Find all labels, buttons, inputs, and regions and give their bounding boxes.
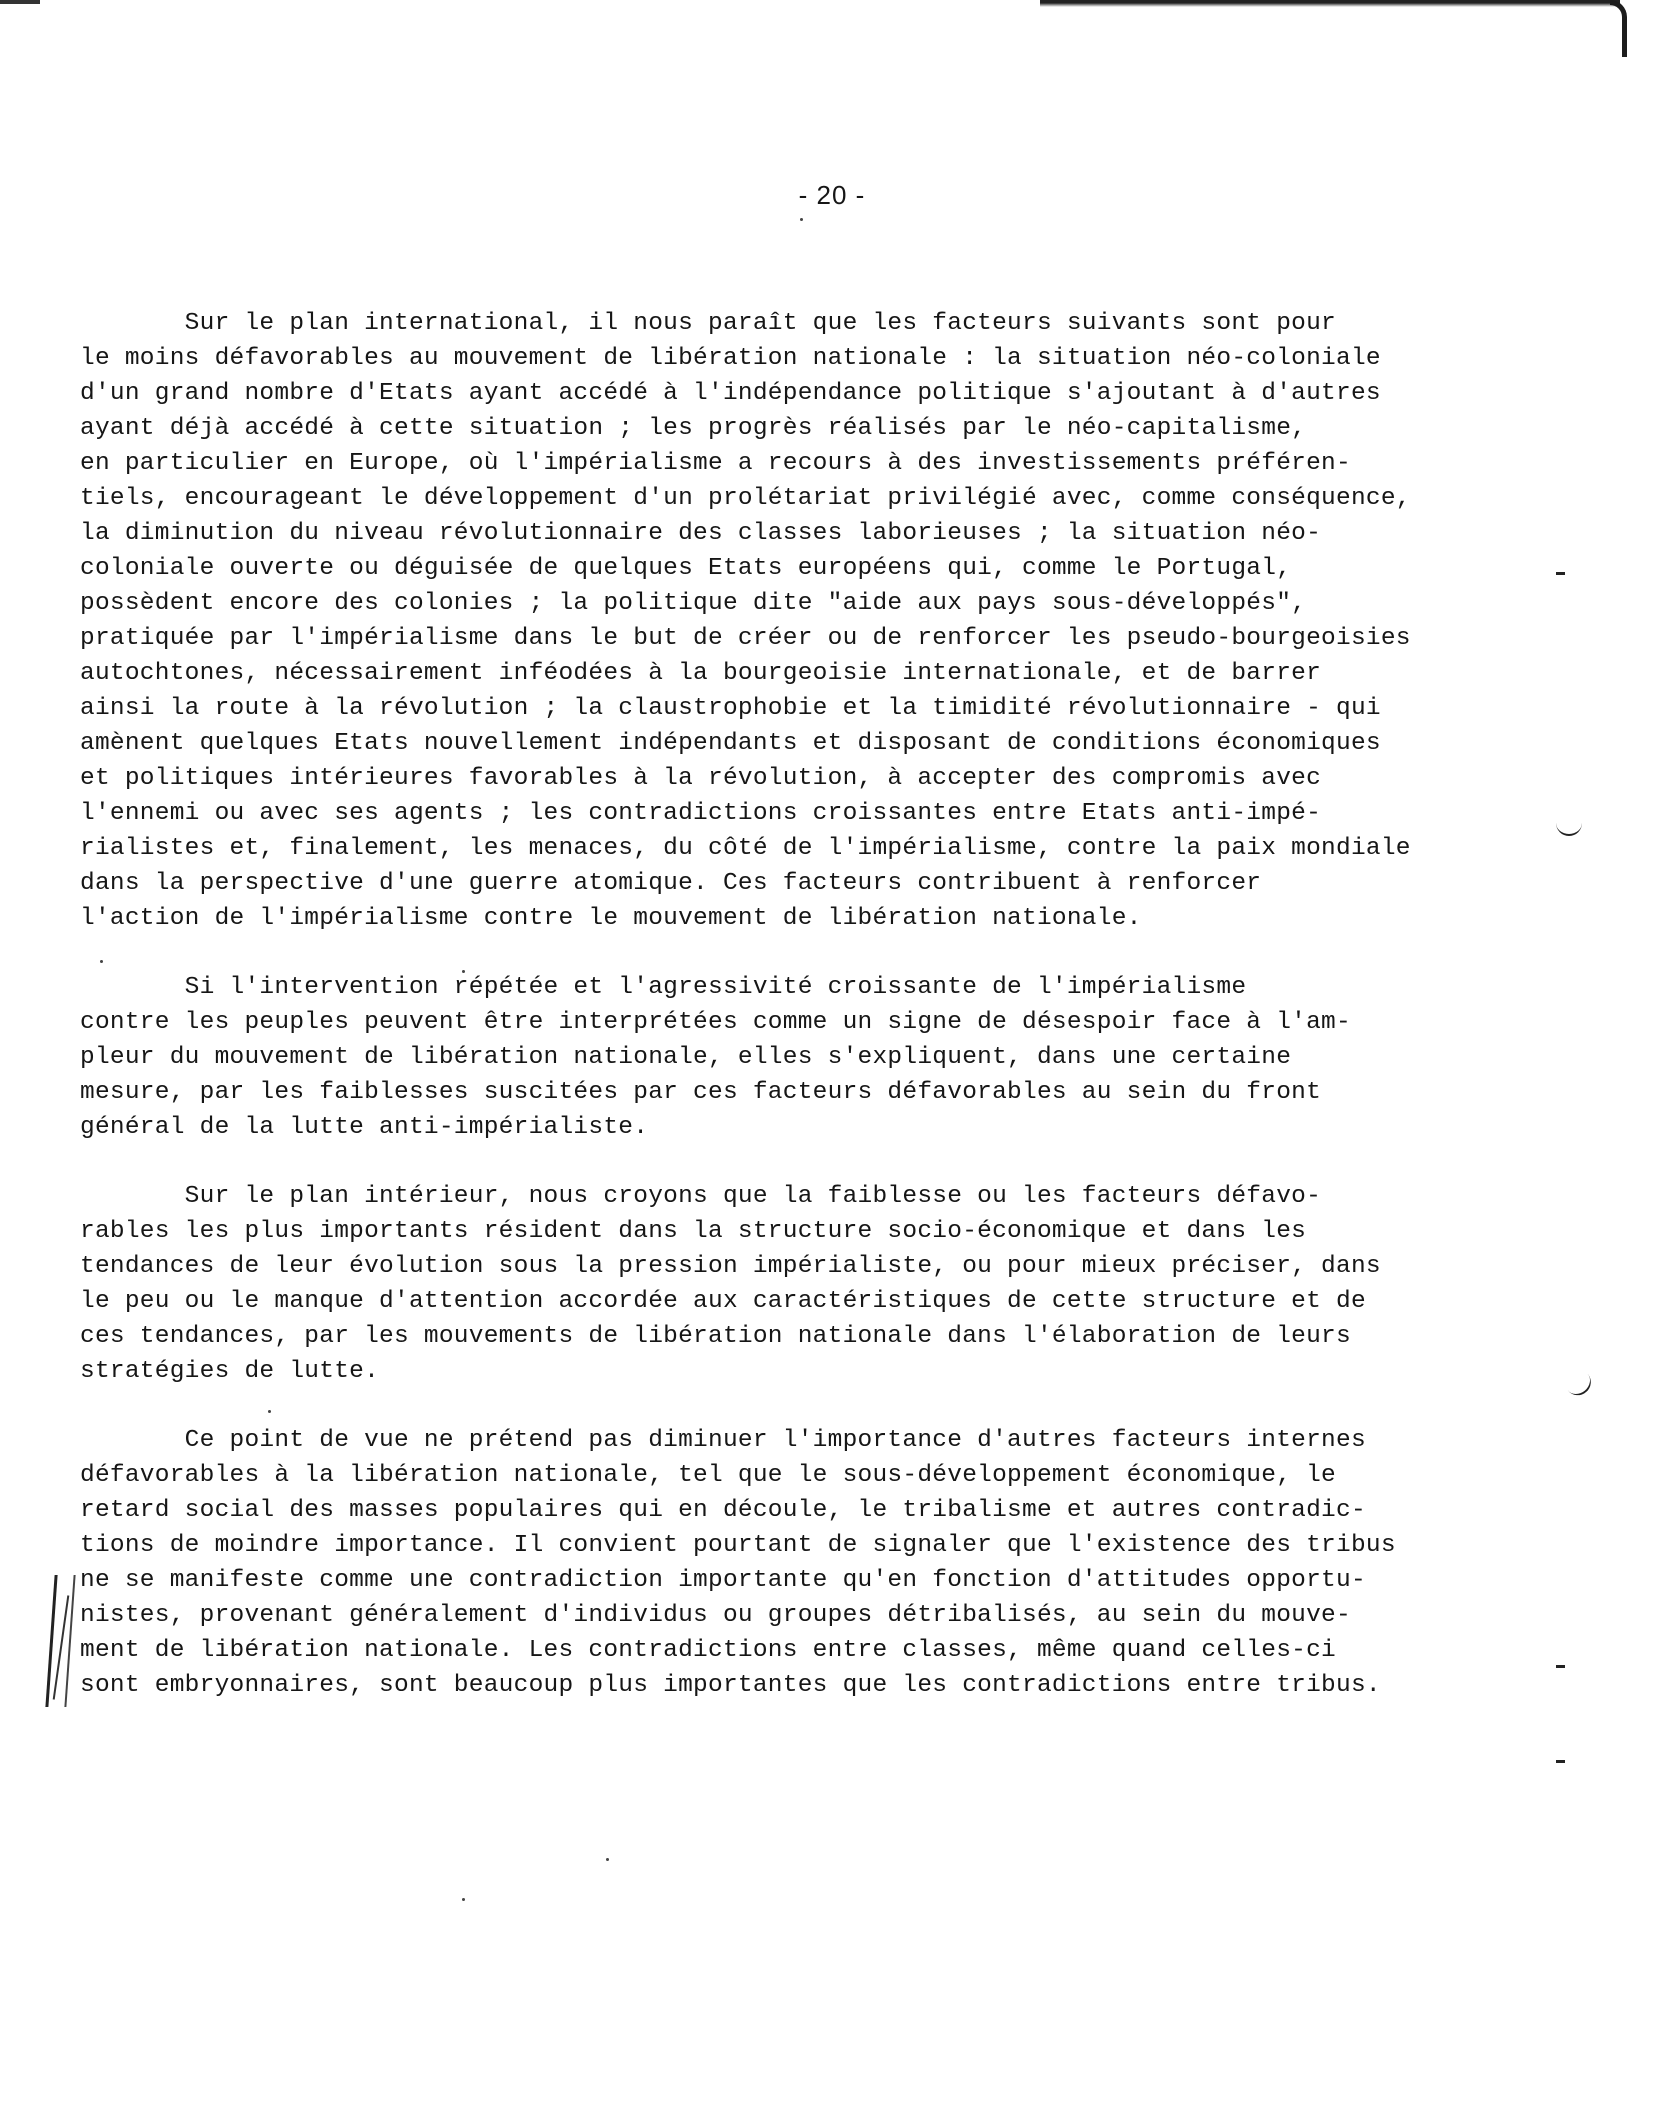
- text-line: le peu ou le manque d'attention accordée aux caractéristiques de cette structure et de: [80, 1288, 1366, 1315]
- text-line: rialistes et, finalement, les menaces, du côté de l'impérialisme, contre la paix mondiale: [80, 835, 1411, 862]
- scan-speck: [268, 1410, 271, 1413]
- text-line: coloniale ouverte ou déguisée de quelques Etats européens qui, comme le Portugal,: [80, 555, 1292, 582]
- text-line: l'action de l'impérialisme contre le mouvement de libération nationale.: [80, 905, 1142, 932]
- margin-tick: [1556, 1665, 1565, 1668]
- text-line: Sur le plan intérieur, nous croyons que la faiblesse ou les facteurs défavo-: [80, 1183, 1322, 1210]
- text-line: dans la perspective d'une guerre atomique. Ces facteurs contribuent à renforcer: [80, 870, 1262, 897]
- text-line: mesure, par les faiblesses suscitées par ces facteurs défavorables au sein du front: [80, 1079, 1322, 1106]
- text-line: rables les plus importants résident dans la structure socio-économique et dans les: [80, 1218, 1307, 1245]
- text-line: général de la lutte anti-impérialiste.: [80, 1114, 649, 1141]
- paragraph: [80, 970, 1500, 1145]
- scan-speck: [462, 1898, 465, 1901]
- text-line: Sur le plan international, il nous paraît que les facteurs suivants sont pour: [80, 310, 1337, 337]
- text-line: retard social des masses populaires qui en découle, le tribalisme et autres contradic-: [80, 1497, 1366, 1524]
- text-line: Ce point de vue ne prétend pas diminuer l'importance d'autres facteurs internes: [80, 1427, 1366, 1454]
- text-line: ment de libération nationale. Les contradictions entre classes, même quand celles-ci: [80, 1637, 1337, 1664]
- paragraph: [80, 1179, 1500, 1389]
- scan-edge-mark: [0, 0, 40, 4]
- margin-curl-mark: [1556, 820, 1582, 836]
- text-line: le moins défavorables au mouvement de libération nationale : la situation néo-coloniale: [80, 345, 1381, 372]
- text-line: la diminution du niveau révolutionnaire des classes laborieuses ; la situation néo-: [80, 520, 1322, 547]
- margin-tick: [1556, 1760, 1565, 1763]
- document-body: [80, 306, 1500, 1737]
- text-line: possèdent encore des colonies ; la politique dite "aide aux pays sous-développés",: [80, 590, 1307, 617]
- text-line: en particulier en Europe, où l'impérialisme a recours à des investissements préféren-: [80, 450, 1351, 477]
- margin-curl-mark: [1566, 1372, 1596, 1401]
- text-line: Si l'intervention répétée et l'agressivité croissante de l'impérialisme: [80, 974, 1247, 1001]
- text-line: ayant déjà accédé à cette situation ; les progrès réalisés par le néo-capitalisme,: [80, 415, 1307, 442]
- text-line: ne se manifeste comme une contradiction importante qu'en fonction d'attitudes opportu-: [80, 1567, 1366, 1594]
- text-line: tendances de leur évolution sous la pression impérialiste, ou pour mieux préciser, dans: [80, 1253, 1381, 1280]
- paragraph: [80, 1423, 1500, 1703]
- text-line: d'un grand nombre d'Etats ayant accédé à l'indépendance politique s'ajoutant à d'autres: [80, 380, 1381, 407]
- paragraph: [80, 306, 1500, 936]
- text-line: tiels, encourageant le développement d'un prolétariat privilégié avec, comme conséquence,: [80, 485, 1411, 512]
- text-line: et politiques intérieures favorables à la révolution, à accepter des compromis avec: [80, 765, 1322, 792]
- text-line: ainsi la route à la révolution ; la claustrophobie et la timidité révolutionnaire - qui: [80, 695, 1381, 722]
- scan-speck: [100, 960, 103, 963]
- text-line: amènent quelques Etats nouvellement indépendants et disposant de conditions économiques: [80, 730, 1381, 757]
- text-line: autochtones, nécessairement inféodées à la bourgeoisie internationale, et de barrer: [80, 660, 1322, 687]
- text-line: sont embryonnaires, sont beaucoup plus importantes que les contradictions entre tribus.: [80, 1672, 1381, 1699]
- scan-edge-artifact: [1040, 0, 1620, 7]
- scan-speck: [606, 1858, 609, 1861]
- margin-tick: [1556, 572, 1565, 575]
- text-line: nistes, provenant généralement d'individus ou groupes détribalisés, au sein du mouve-: [80, 1602, 1351, 1629]
- text-line: contre les peuples peuvent être interprétées comme un signe de désespoir face à l'am-: [80, 1009, 1351, 1036]
- scan-corner-artifact: [1610, 0, 1627, 57]
- scan-speck: [462, 970, 465, 973]
- text-line: l'ennemi ou avec ses agents ; les contradictions croissantes entre Etats anti-impé-: [80, 800, 1322, 827]
- text-line: pleur du mouvement de libération nationale, elles s'expliquent, dans une certaine: [80, 1044, 1292, 1071]
- text-line: stratégies de lutte.: [80, 1358, 380, 1385]
- page-number: - 20 -: [798, 180, 866, 210]
- text-line: défavorables à la libération nationale, tel que le sous-développement économique, le: [80, 1462, 1337, 1489]
- text-line: ces tendances, par les mouvements de libération nationale dans l'élaboration de leurs: [80, 1323, 1351, 1350]
- text-line: pratiquée par l'impérialisme dans le but de créer ou de renforcer les pseudo-bourgeoisies: [80, 625, 1411, 652]
- text-line: tions de moindre importance. Il convient pourtant de signaler que l'existence des tribus: [80, 1532, 1396, 1559]
- scan-speck: [800, 218, 803, 221]
